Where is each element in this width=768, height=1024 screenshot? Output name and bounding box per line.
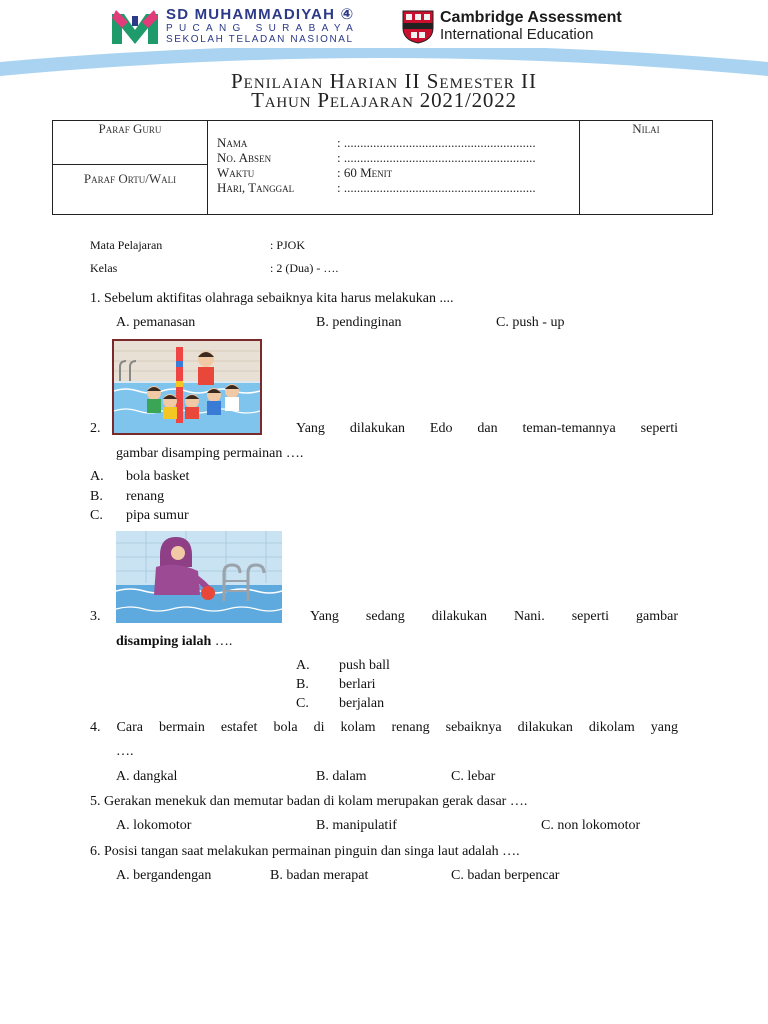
school-year: Tahun Pelajaran 2021/2022 <box>251 88 517 112</box>
cambridge-line1: Cambridge Assessment <box>440 9 622 26</box>
q4-option-a[interactable]: A. dangkal <box>116 769 178 784</box>
question-3-line2 <box>116 634 232 650</box>
question-3-line1: Yang sedang dilakukan Nani. seperti gambar <box>310 609 678 624</box>
q6-option-a[interactable]: A. bergandengan <box>116 868 212 883</box>
question-3-rest: …. <box>211 634 233 649</box>
q5-option-c[interactable]: C. non lokomotor <box>541 818 641 833</box>
field-label: Hari, Tanggal <box>217 180 295 195</box>
q2-option-b[interactable]: renang <box>126 489 165 504</box>
q4-option-b[interactable]: B. dalam <box>316 769 367 784</box>
q3-option-b-key: B. <box>296 677 309 692</box>
nilai-label: Nilai <box>632 121 660 136</box>
absen-field[interactable]: : ........................................................... <box>337 150 536 165</box>
q6-option-b[interactable]: B. badan merapat <box>270 868 369 883</box>
q3-picture <box>116 531 282 623</box>
q2-option-a-key: A. <box>90 469 104 484</box>
q4-option-c[interactable]: C. lebar <box>451 769 496 784</box>
q2-option-c[interactable]: pipa sumur <box>126 508 189 523</box>
field-row <box>217 135 577 150</box>
field-label: Waktu <box>217 165 255 180</box>
cambridge-line2: International Education <box>440 26 594 43</box>
cambridge-identity <box>440 9 622 43</box>
field-label: No. Absen <box>217 150 272 165</box>
q3-option-c-key: C. <box>296 696 309 711</box>
cambridge-crest-icon <box>402 10 434 44</box>
question-5: 5. Gerakan menekuk dan memutar badan di kolam merupakan gerak dasar …. <box>90 794 528 809</box>
q3-option-a-key: A. <box>296 658 310 673</box>
class-value: : 2 (Dua) - …. <box>270 261 339 275</box>
pool-children-illustration <box>114 341 260 433</box>
paraf-guru-cell <box>53 121 208 165</box>
pool-girl-illustration <box>116 531 282 623</box>
exam-title: Penilaian Harian II Semester II <box>231 69 537 93</box>
question-3-bold: disamping ialah <box>116 634 212 649</box>
q3-option-a[interactable]: push ball <box>339 658 390 673</box>
subject-value: : PJOK <box>270 238 306 252</box>
question-2-line1: Yang dilakukan Edo dan teman-temannya seperti <box>296 421 678 436</box>
question-4-line1: 4. Cara bermain estafet bola di kolam renang sebaiknya dilakukan dikolam yang <box>90 720 678 735</box>
subject-row <box>90 238 305 253</box>
class-label: Kelas <box>90 261 118 275</box>
school-identity <box>166 6 396 45</box>
field-row <box>217 165 577 180</box>
question-1: 1. Sebelum aktifitas olahraga sebaiknya kita harus melakukan .... <box>90 291 454 306</box>
school-city: PUCANG SURABAYA <box>166 23 360 34</box>
name-field[interactable]: : ........................................................... <box>337 135 536 150</box>
q2-option-c-key: C. <box>90 508 103 523</box>
question-6: 6. Posisi tangan saat melakukan permainan pinguin dan singa laut adalah …. <box>90 844 520 859</box>
q1-option-c[interactable]: C. push - up <box>496 315 565 330</box>
paraf-ortu-cell <box>53 165 208 214</box>
time-value: : 60 Menit <box>337 165 393 180</box>
date-field[interactable]: : ........................................................... <box>337 180 536 195</box>
student-fields <box>217 135 577 195</box>
nilai-cell <box>579 121 712 214</box>
q3-number: 3. <box>90 609 101 624</box>
school-logo-icon <box>110 8 160 48</box>
q3-option-b[interactable]: berlari <box>339 677 376 692</box>
q2-option-b-key: B. <box>90 489 103 504</box>
q5-option-a[interactable]: A. lokomotor <box>116 818 192 833</box>
q6-option-c[interactable]: C. badan berpencar <box>451 868 560 883</box>
subject-label: Mata Pelajaran <box>90 238 163 252</box>
field-row <box>217 150 577 165</box>
q5-option-b[interactable]: B. manipulatif <box>316 818 397 833</box>
q2-number: 2. <box>90 421 101 436</box>
class-row <box>90 261 338 276</box>
q1-option-a[interactable]: A. pemanasan <box>116 315 196 330</box>
question-4-line2: …. <box>116 744 134 759</box>
field-row <box>217 180 577 195</box>
q1-option-b[interactable]: B. pendinginan <box>316 315 402 330</box>
q2-option-a[interactable]: bola basket <box>126 469 190 484</box>
field-label: Nama <box>217 135 248 150</box>
paraf-guru-label: Paraf Guru <box>98 121 162 136</box>
identity-table <box>52 120 713 215</box>
question-2-line2: gambar disamping permainan …. <box>116 446 304 461</box>
q2-picture <box>112 339 262 435</box>
school-name: SD MUHAMMADIYAH ④ <box>166 6 355 23</box>
paraf-ortu-label: Paraf Ortu/Wali <box>83 171 177 186</box>
school-tagline: SEKOLAH TELADAN NASIONAL <box>166 34 354 45</box>
q3-option-c[interactable]: berjalan <box>339 696 385 711</box>
